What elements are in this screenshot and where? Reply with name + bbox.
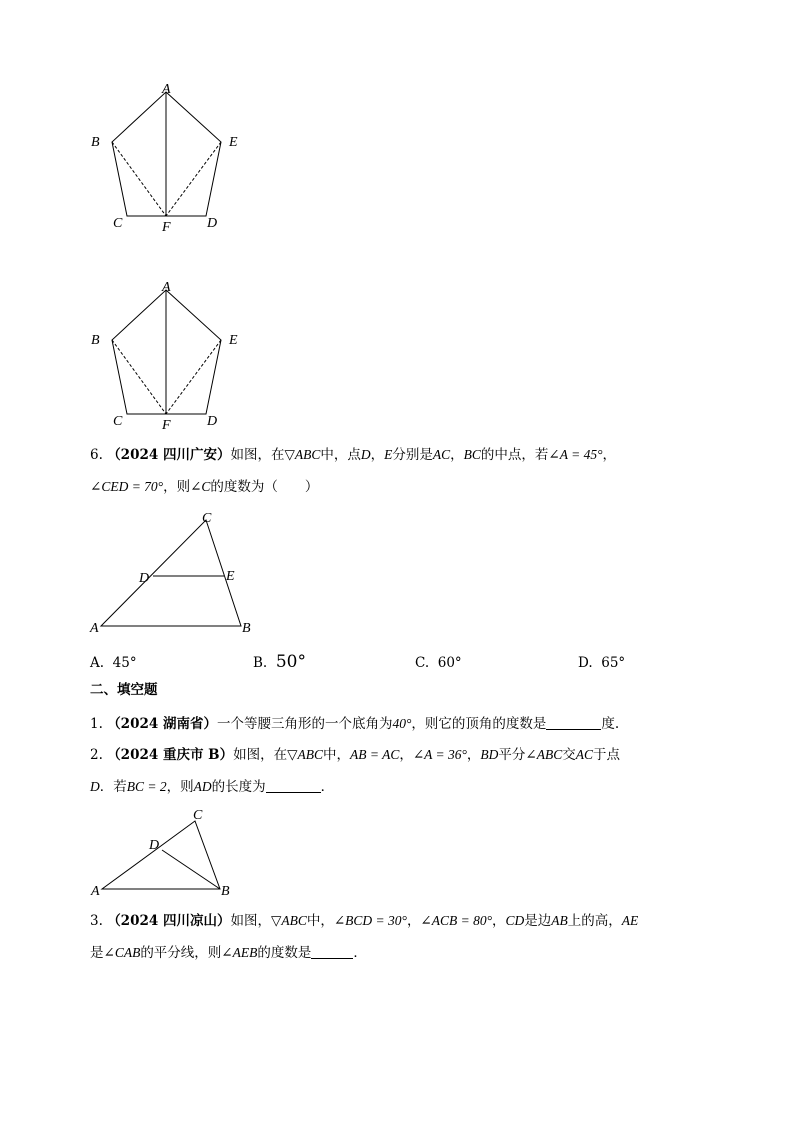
triangle-figure-1 xyxy=(85,508,275,643)
q6-line-2: ∠CED = 70°，则∠C的度数为（ ） xyxy=(90,479,319,495)
pentagon-figure-2 xyxy=(85,278,255,438)
pentagon-figure-1 xyxy=(85,80,255,240)
label-B: B xyxy=(221,884,230,899)
label-B: B xyxy=(242,621,251,636)
f2-answer-blank[interactable] xyxy=(266,778,321,793)
f3-line-2: 是∠CAB的平分线，则∠AEB的度数是 ． xyxy=(90,945,367,961)
label-D: D xyxy=(207,414,218,429)
f1-line: 1. （2024 湖南省）一个等腰三角形的一个底角为40°，则它的顶角的度数是 度. xyxy=(90,716,620,732)
section-title: 二、填空题 xyxy=(90,682,158,698)
f3-line-1: 3. （2024 四川凉山）如图，▽ABC中，∠BCD = 30°，∠ACB = 80°，CD是边AB上的高，AE xyxy=(90,913,639,929)
label-F: F xyxy=(162,220,171,235)
label-D: D xyxy=(207,216,218,231)
f2-line-1: 2. （2024 重庆市 B）如图，在▽ABC中，AB = AC，∠A = 36°，BD平分∠ABC交AC于点 xyxy=(90,747,620,763)
label-C: C xyxy=(202,511,212,526)
label-E: E xyxy=(226,569,235,584)
label-A: A xyxy=(162,82,171,97)
label-E: E xyxy=(229,135,238,150)
label-F: F xyxy=(162,418,171,433)
label-C: C xyxy=(193,808,203,823)
q6-option-b[interactable]: B. 50° xyxy=(253,652,306,672)
q6-option-a[interactable]: A. 45° xyxy=(90,655,137,671)
label-E: E xyxy=(229,333,238,348)
label-B: B xyxy=(91,333,100,348)
f2-line-2: D．若BC = 2，则AD的长度为 ． xyxy=(90,779,335,795)
label-B: B xyxy=(91,135,100,150)
label-A: A xyxy=(162,280,171,295)
q6-option-c[interactable]: C. 60° xyxy=(415,655,462,671)
label-A: A xyxy=(90,621,99,636)
label-D: D xyxy=(139,571,150,586)
q6-line-1: 6. （2024 四川广安）如图，在▽ABC中，点D，E分别是AC，BC的中点，若∠A = 45°， xyxy=(90,447,616,463)
label-A: A xyxy=(91,884,100,899)
q6-option-d[interactable]: D. 65° xyxy=(578,655,626,671)
f3-answer-blank[interactable] xyxy=(311,944,353,959)
label-C: C xyxy=(113,414,123,429)
triangle-figure-2 xyxy=(85,800,255,900)
f1-answer-blank[interactable] xyxy=(546,715,601,730)
label-D: D xyxy=(149,838,160,853)
label-C: C xyxy=(113,216,123,231)
